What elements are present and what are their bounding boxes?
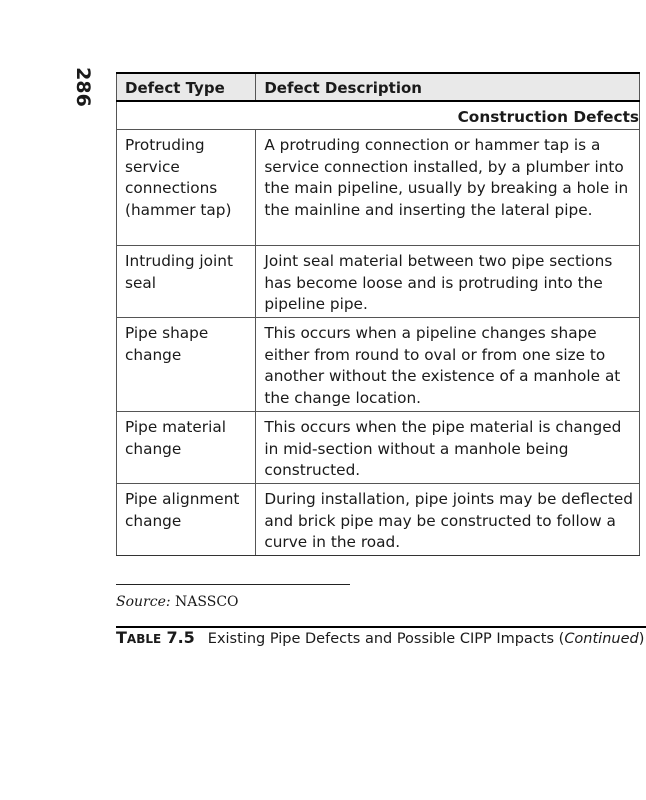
defect-description-cell (256, 412, 640, 484)
defect-description-line: and brick pipe may be constructed to follow a (264, 511, 616, 530)
defect-description-line: in mid-section without a manhole being (264, 439, 569, 458)
table-title: Existing Pipe Defects and Possible CIPP Impacts ( (207, 631, 565, 647)
defect-type-cell (117, 484, 256, 556)
defect-description-line: A protruding connection or hammer tap is a (264, 136, 601, 154)
source-value: NASSCO (175, 594, 239, 610)
defect-description-cell (256, 130, 640, 246)
table-row (117, 318, 640, 412)
source-label: Source: (116, 594, 171, 610)
defect-type-line: Pipe material (125, 418, 226, 436)
defect-description-cell (256, 484, 640, 556)
defect-type-cell (117, 412, 256, 484)
defect-description-line: the main pipeline, usually by breaking a hole in (264, 179, 629, 197)
defect-type-line: Pipe shape (125, 324, 209, 342)
defect-description-line: service connection installed, by a plumber into (264, 157, 624, 176)
header-defect-description: Defect Description (256, 73, 640, 101)
table-label-rest: ABLE (126, 632, 162, 646)
defect-type-line: change (125, 439, 182, 458)
defect-type-line: Intruding joint (125, 252, 233, 270)
defect-type-line: change (125, 511, 182, 530)
defect-type-line: Protruding (125, 136, 205, 154)
defect-description-line: the mainline and inserting the lateral pipe. (264, 200, 593, 219)
table-label-initial: T (116, 628, 127, 647)
header-defect-type: Defect Type (117, 73, 256, 101)
defect-description-line: has become loose and is protruding into the (264, 273, 603, 292)
table-row (117, 130, 640, 246)
caption-close: ) (638, 631, 645, 647)
continued-label: Continued (564, 631, 639, 647)
table-caption (116, 628, 644, 647)
defect-type-line: (hammer tap) (125, 200, 232, 219)
defect-description-line: curve in the road. (264, 533, 401, 551)
defect-type-line: service (125, 157, 180, 176)
section-heading-row (117, 101, 640, 130)
defect-description-line: another without the existence of a manhole at (264, 367, 621, 385)
defect-description-line: This occurs when a pipeline changes shape (264, 324, 597, 342)
defect-type-line: seal (125, 273, 157, 292)
section-heading: Construction Defects (117, 101, 640, 130)
table-header-row (117, 73, 640, 101)
defect-description-cell (256, 318, 640, 412)
defect-description-line: This occurs when the pipe material is changed (264, 418, 622, 436)
defect-type-line: connections (125, 179, 218, 197)
page-number-text: 286 (71, 67, 94, 107)
page-number (68, 67, 98, 107)
defect-description-line: Joint seal material between two pipe sections (264, 252, 613, 270)
defect-type-line: Pipe alignment (125, 490, 240, 508)
defect-description-cell (256, 246, 640, 318)
defect-description-line: During installation, pipe joints may be deflected (264, 490, 633, 508)
table-label (116, 629, 195, 647)
source-note (116, 594, 239, 610)
defect-type-cell (117, 318, 256, 412)
source-divider (116, 584, 350, 585)
defect-type-cell (117, 130, 256, 246)
table-row (117, 412, 640, 484)
defect-description-line: constructed. (264, 461, 361, 479)
defect-type-cell (117, 246, 256, 318)
defect-description-line: the change location. (264, 388, 422, 407)
defect-type-line: change (125, 345, 182, 364)
table-number: 7.5 (166, 628, 195, 647)
defect-description-line: either from round to oval or from one size to (264, 345, 606, 364)
table-row (117, 484, 640, 556)
table-row (117, 246, 640, 318)
defects-table (116, 72, 640, 556)
defect-description-line: pipeline pipe. (264, 295, 368, 313)
